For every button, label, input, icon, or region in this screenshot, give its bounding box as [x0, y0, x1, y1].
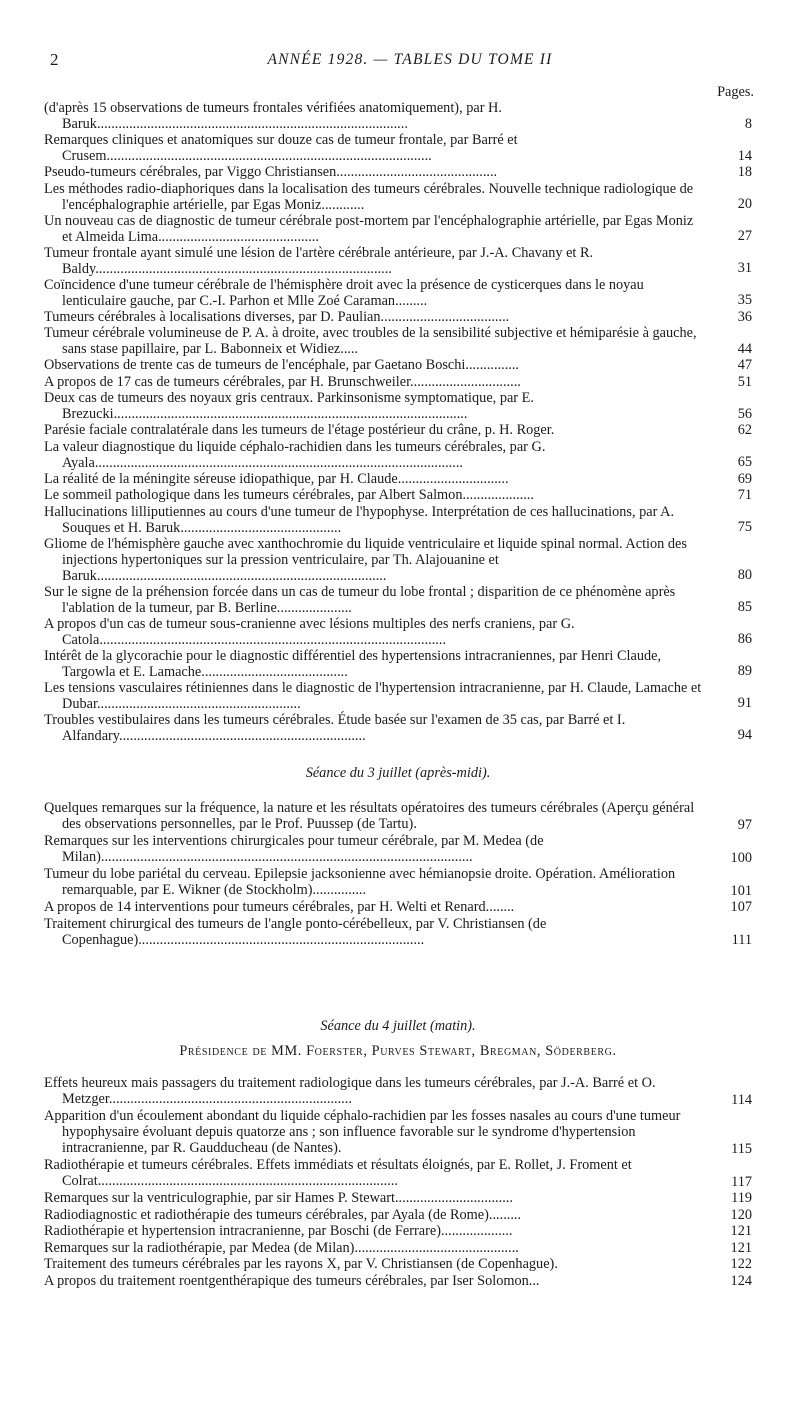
index-entry: [44, 800, 752, 833]
entry-page: 117: [731, 1173, 752, 1190]
index-entry: [44, 866, 752, 899]
entry-page: 80: [737, 567, 752, 584]
index-entry: [44, 680, 752, 712]
index-entry: [44, 1256, 752, 1273]
entry-page: 121: [730, 1239, 752, 1256]
entry-page: 8: [744, 115, 752, 132]
seance-heading: Séance du 3 juillet (après-midi).: [305, 765, 491, 781]
index-entry: [44, 1223, 752, 1240]
entry-text: Les méthodes radio-diaphoriques dans la localisation des tumeurs cérébrales. Nouvelle technique radiologique de l'encéphalographie artérielle, par Egas Moniz............: [44, 180, 694, 213]
entry-text: A propos de 14 interventions pour tumeurs cérébrales, par H. Welti et Renard........: [44, 899, 515, 915]
index-entry: [44, 309, 752, 326]
entry-page: 62: [737, 422, 752, 439]
entry-text: Troubles vestibulaires dans les tumeurs cérébrales. Étude basée sur l'examen de 35 cas, par Barré et I. Alfandary.....................................................................: [44, 711, 626, 744]
entry-page: 121: [730, 1223, 752, 1240]
section-seance-3-juillet: [44, 800, 752, 949]
index-entry: [44, 181, 752, 213]
entry-page: 89: [737, 663, 752, 680]
index-entry: [44, 471, 752, 488]
index-entry: [44, 422, 752, 439]
index-entry: [44, 100, 752, 132]
entry-page: 20: [737, 196, 752, 213]
entry-page: 65: [737, 454, 752, 471]
entry-page: 122: [730, 1256, 752, 1273]
entry-text: Remarques sur la ventriculographie, par sir Hames P. Stewart.................................: [44, 1190, 513, 1206]
seance-heading: Séance du 4 juillet (matin).: [320, 1018, 476, 1034]
section-seance-4-juillet: [44, 1075, 752, 1289]
entry-text: Pseudo-tumeurs cérébrales, par Viggo Christiansen.............................................: [44, 164, 498, 180]
entry-text: Deux cas de tumeurs des noyaux gris centraux. Parkinsonisme symptomatique, par E. Brezucki...................................................................................................: [44, 390, 534, 423]
entry-page: 114: [731, 1091, 752, 1108]
section-tumeurs: [44, 100, 752, 744]
index-entry: [44, 1240, 752, 1257]
entry-text: Le sommeil pathologique dans les tumeurs cérébrales, par Albert Salmon....................: [44, 487, 534, 503]
entry-text: A propos du traitement roentgenthérapique des tumeurs cérébrales, par Iser Solomon...: [44, 1272, 540, 1289]
entry-text: Radiothérapie et hypertension intracranienne, par Boschi (de Ferrare)....................: [44, 1223, 513, 1239]
entry-page: 94: [737, 727, 752, 744]
index-entry: [44, 325, 752, 357]
entry-page: 111: [731, 932, 752, 949]
entry-page: 91: [737, 695, 752, 712]
index-entry: [44, 504, 752, 536]
entry-page: 27: [737, 228, 752, 245]
index-entry: [44, 487, 752, 504]
entry-text: Hallucinations lilliputiennes au cours d'une tumeur de l'hypophyse. Interprétation de ces hallucinations, par A. Souques et H. Baruk.............................................: [44, 503, 675, 536]
index-entry: [44, 712, 752, 744]
entry-page: 75: [737, 519, 752, 536]
entry-text: Radiodiagnostic et radiothérapie des tumeurs cérébrales, par Ayala (de Rome).........: [44, 1206, 522, 1223]
entry-page: 107: [730, 899, 752, 916]
entry-text: A propos d'un cas de tumeur sous-cranienne avec lésions multiples des nerfs craniens, par G. Catola.................................................................................................: [44, 615, 575, 648]
presidence-line: Présidence de MM. Foerster, Purves Stewart, Bregman, Söderberg.: [179, 1043, 617, 1059]
index-entry: [44, 1207, 752, 1224]
entry-text: Tumeur du lobe pariétal du cerveau. Epilepsie jacksonienne avec hémianopsie droite. Opération. Amélioration remarquable, par E. Wikner (de Stockholm)...............: [44, 866, 676, 899]
index-entry: [44, 916, 752, 949]
running-header: [50, 52, 770, 72]
entry-page: 120: [730, 1206, 752, 1223]
entry-page: 71: [737, 487, 752, 504]
entry-text: Gliome de l'hémisphère gauche avec xanthochromie du liquide ventriculaire et liquide spinal normal. Action des injections hypertoniques sur la pression ventriculaire, par Th. Alajouanine et Baruk.................................................................................: [44, 535, 687, 584]
entry-text: Remarques sur la radiothérapie, par Medea (de Milan)..............................................: [44, 1239, 519, 1256]
entry-text: Traitement chirurgical des tumeurs de l'angle ponto-cérébelleux, par V. Christiansen (de Copenhague)................................................................................: [44, 915, 547, 948]
entry-page: 36: [737, 308, 752, 325]
entry-page: 69: [737, 470, 752, 487]
entry-page: 86: [737, 631, 752, 648]
entry-page: 14: [737, 147, 752, 164]
entry-text: Radiothérapie et tumeurs cérébrales. Effets immédiats et résultats éloignés, par E. Rollet, J. Froment et Colrat....................................................................................: [44, 1157, 632, 1190]
index-entry: [44, 584, 752, 616]
page-number: 2: [50, 50, 59, 69]
entry-text: (d'après 15 observations de tumeurs frontales vérifiées anatomiquement), par H. Baruk.......................................................................................: [44, 100, 502, 133]
index-entry: [44, 1075, 752, 1108]
entry-text: Sur le signe de la préhension forcée dans un cas de tumeur du lobe frontal ; disparition de ce phénomène après l'ablation de la tumeur, par B. Berline.....................: [44, 583, 676, 616]
index-entry: [44, 164, 752, 181]
entry-page: 31: [737, 260, 752, 277]
entry-text: Traitement des tumeurs cérébrales par les rayons X, par V. Christiansen (de Copenhague).: [44, 1256, 558, 1272]
index-entry: [44, 1273, 752, 1290]
entry-text: La réalité de la méningite séreuse idiopathique, par H. Claude...............................: [44, 470, 509, 487]
index-entry: [44, 132, 752, 164]
index-entry: [44, 277, 752, 309]
entry-page: 119: [731, 1190, 752, 1207]
entry-text: Observations de trente cas de tumeurs de l'encéphale, par Gaetano Boschi...............: [44, 357, 520, 373]
index-entry: [44, 616, 752, 648]
entry-text: Remarques sur les interventions chirurgicales pour tumeur cérébrale, par M. Medea (de Milan)........................................................................................................: [44, 833, 544, 866]
entry-page: 47: [737, 357, 752, 374]
entry-page: 85: [737, 599, 752, 616]
entry-text: A propos de 17 cas de tumeurs cérébrales, par H. Brunschweiler...............................: [44, 373, 521, 390]
entry-page: 115: [731, 1140, 752, 1157]
entry-text: Parésie faciale contralatérale dans les tumeurs de l'étage postérieur du crâne, p. H. Roger.: [44, 422, 555, 438]
index-entry: [44, 390, 752, 422]
index-entry: [44, 648, 752, 680]
entry-text: Remarques cliniques et anatomiques sur douze cas de tumeur frontale, par Barré et Crusem...........................................................................................: [44, 132, 518, 165]
entry-text: La valeur diagnostique du liquide céphalo-rachidien dans les tumeurs cérébrales, par G. Ayala.......................................................................................................: [44, 438, 546, 471]
entry-text: Effets heureux mais passagers du traitement radiologique dans les tumeurs cérébrales, par J.-A. Barré et O. Metzger....................................................................: [44, 1075, 656, 1108]
entry-text: Quelques remarques sur la fréquence, la nature et les résultats opératoires des tumeurs cérébrales (Aperçu général des observations personnelles, par le Prof. Puussep (de Tartu).: [44, 800, 695, 833]
entry-page: 56: [737, 405, 752, 422]
index-entry: [44, 213, 752, 245]
entry-page: 97: [737, 816, 752, 833]
running-title: ANNÉE 1928. — TABLES DU TOME II: [267, 51, 553, 68]
index-entry: [44, 1108, 752, 1157]
index-entry: [44, 1190, 752, 1207]
entry-text: Tumeur frontale ayant simulé une lésion de l'artère cérébrale antérieure, par J.-A. Chavany et R. Baldy...................................................................................: [44, 244, 594, 277]
index-entry: [44, 1157, 752, 1190]
index-entry: [44, 536, 752, 584]
entry-page: 51: [737, 373, 752, 390]
entry-text: Les tensions vasculaires rétiniennes dans le diagnostic de l'hypertension intracranienne, par H. Claude, Lamache et Dubar.........................................................: [44, 679, 702, 712]
entry-text: Tumeurs cérébrales à localisations diverses, par D. Paulian....................................: [44, 308, 510, 325]
index-entry: [44, 245, 752, 277]
index-entry: [44, 357, 752, 374]
index-entry: [44, 439, 752, 471]
entry-text: Tumeur cérébrale volumineuse de P. A. à droite, avec troubles de la sensibilité subjective et hémiparésie à gauche, sans stase papillaire, par L. Babonneix et Widiez.....: [44, 325, 697, 358]
index-entry: [44, 833, 752, 866]
entry-page: 35: [737, 292, 752, 309]
index-entry: [44, 374, 752, 391]
entry-page: 18: [737, 164, 752, 181]
entry-text: Coïncidence d'une tumeur cérébrale de l'hémisphère droit avec la présence de cysticerques dans le noyau lenticulaire gauche, par C.-I. Parhon et Mlle Zoé Caraman.........: [44, 276, 644, 309]
entry-text: Apparition d'un écoulement abondant du liquide céphalo-rachidien par les fosses nasales au cours d'une tumeur hypophysaire évoluant depuis quatorze ans ; son influence favorable sur le syndrome d'hypertension intracranienne, par R. Gaudducheau (de Nantes).: [44, 1108, 681, 1157]
entry-page: 101: [730, 882, 752, 899]
index-entry: [44, 899, 752, 916]
entry-text: Un nouveau cas de diagnostic de tumeur cérébrale post-mortem par l'encéphalographie artérielle, par Egas Moniz et Almeida Lima.............................................: [44, 212, 694, 245]
entry-page: 100: [730, 849, 752, 866]
entry-page: 124: [730, 1272, 752, 1289]
entry-page: 44: [737, 340, 752, 357]
pages-column-label: Pages.: [717, 84, 754, 100]
entry-text: Intérêt de la glycorachie pour le diagnostic différentiel des hypertensions intracraniennes, par Henri Claude, Targowla et E. Lamache.........................................: [44, 647, 662, 680]
